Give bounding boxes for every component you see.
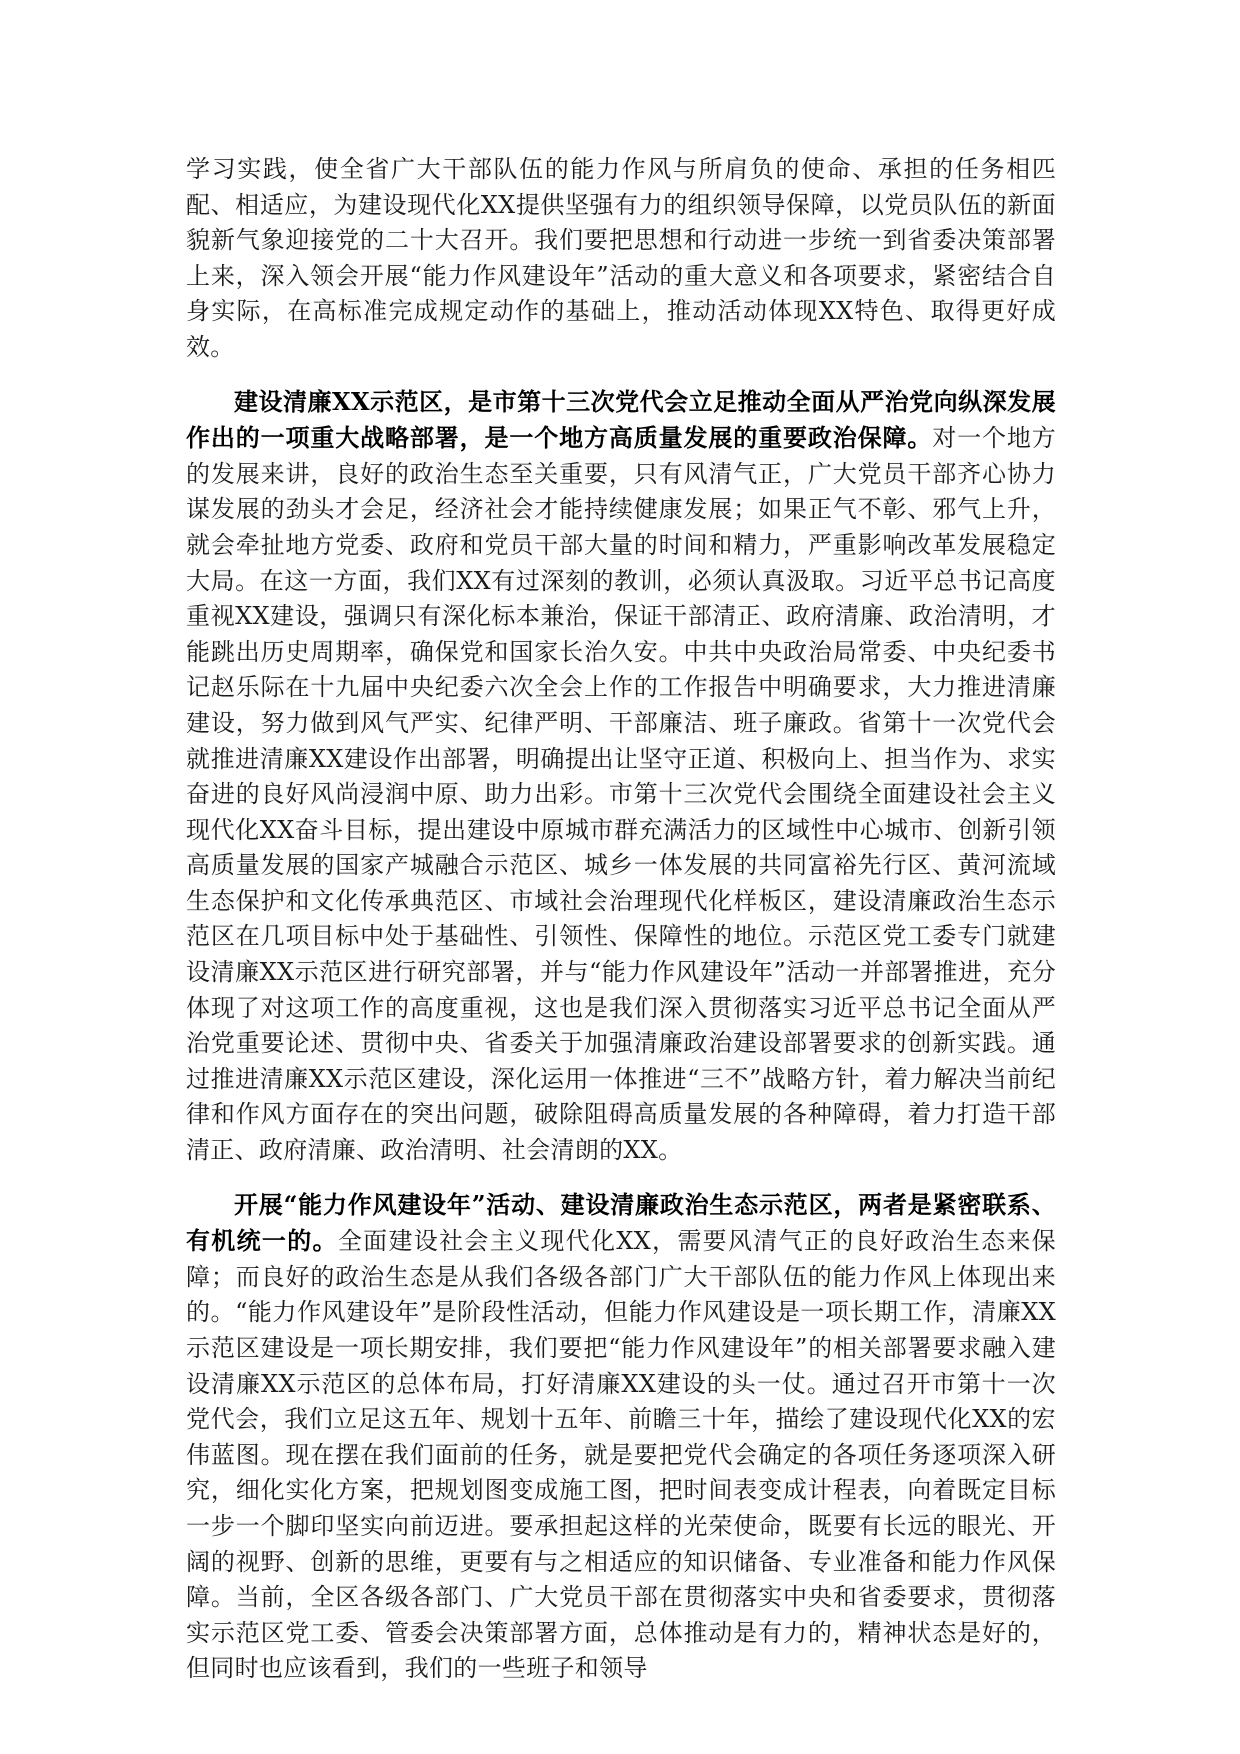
paragraph-3 [186, 1187, 1056, 1687]
paragraph-2 [186, 384, 1056, 1169]
paragraph-3-text: 全面建设社会主义现代化XX，需要风清气正的良好政治生态来保障；而良好的政治生态是从我们各级各部门广大干部队伍的能力作风上体现出来的。“能力作风建设年”是阶段性活动，但能力作风建设是一项长期工作，清廉XX示范区建设是一项长期安排，我们要把“能力作风建设年”的相关部署要求融入建设清廉XX示范区的总体布局，打好清廉XX建设的头一仗。通过召开市第十一次党代会，我们立足这五年、规划十五年、前瞻三十年，描绘了建设现代化XX的宏伟蓝图。现在摆在我们面前的任务，就是要把党代会确定的各项任务逐项深入研究，细化实化方案，把规划图变成施工图，把时间表变成计程表，向着既定目标一步一个脚印坚实向前迈进。要承担起这样的光荣使命，既要有长远的眼光、开阔的视野、创新的思维，更要有与之相适应的知识储备、专业准备和能力作风保障。当前，全区各级各部门、广大党员干部在贯彻落实中央和省委要求，贯彻落实示范区党工委、管委会决策部署方面，总体推动是有力的，精神状态是好的，但同时也应该看到，我们的一些班子和领导 [186, 1227, 1056, 1683]
document-page [186, 152, 1056, 1705]
paragraph-1-text: 学习实践，使全省广大干部队伍的能力作风与所肩负的使命、承担的任务相匹配、相适应，为建设现代化XX提供坚强有力的组织领导保障，以党员队伍的新面貌新气象迎接党的二十大召开。我们要把思想和行动进一步统一到省委决策部署上来，深入领会开展“能力作风建设年”活动的重大意义和各项要求，紧密结合自身实际，在高标准完成规定动作的基础上，推动活动体现XX特色、取得更好成效。 [186, 155, 1056, 361]
paragraph-3-lead: 开展“能力作风建设年”活动、建设清廉政治生态示范区，两者是紧密联系、有机统一的。 [186, 1189, 1056, 1256]
paragraph-1 [186, 152, 1056, 366]
paragraph-2-lead: 建设清廉XX示范区，是市第十三次党代会立足推动全面从严治党向纵深发展作出的一项重大战略部署，是一个地方高质量发展的重要政治保障。 [186, 386, 1056, 453]
paragraph-2-text: 对一个地方的发展来讲，良好的政治生态至关重要，只有风清气正，广大党员干部齐心协力谋发展的劲头才会足，经济社会才能持续健康发展；如果正气不彰、邪气上升，就会牵扯地方党委、政府和党员干部大量的时间和精力，严重影响改革发展稳定大局。在这一方面，我们XX有过深刻的教训，必须认真汲取。习近平总书记高度重视XX建设，强调只有深化标本兼治，保证干部清正、政府清廉、政治清明，才能跳出历史周期率，确保党和国家长治久安。中共中央政治局常委、中央纪委书记赵乐际在十九届中央纪委六次全会上作的工作报告中明确要求，大力推进清廉建设，努力做到风气严实、纪律严明、干部廉洁、班子廉政。省第十一次党代会就推进清廉XX建设作出部署，明确提出让坚守正道、积极向上、担当作为、求实奋进的良好风尚浸润中原、助力出彩。市第十三次党代会围绕全面建设社会主义现代化XX奋斗目标，提出建设中原城市群充满活力的区域性中心城市、创新引领高质量发展的国家产城融合示范区、城乡一体发展的共同富裕先行区、黄河流域生态保护和文化传承典范区、市域社会治理现代化样板区，建设清廉政治生态示范区在几项目标中处于基础性、引领性、保障性的地位。示范区党工委专门就建设清廉XX示范区进行研究部署，并与“能力作风建设年”活动一并部署推进，充分体现了对这项工作的高度重视，这也是我们深入贯彻落实习近平总书记全面从严治党重要论述、贯彻中央、省委关于加强清廉政治建设部署要求的创新实践。通过推进清廉XX示范区建设，深化运用一体推进“三不”战略方针，着力解决当前纪律和作风方面存在的突出问题，破除阻碍高质量发展的各种障碍，着力打造干部清正、政府清廉、政治清明、社会清朗的XX。 [186, 424, 1056, 1165]
